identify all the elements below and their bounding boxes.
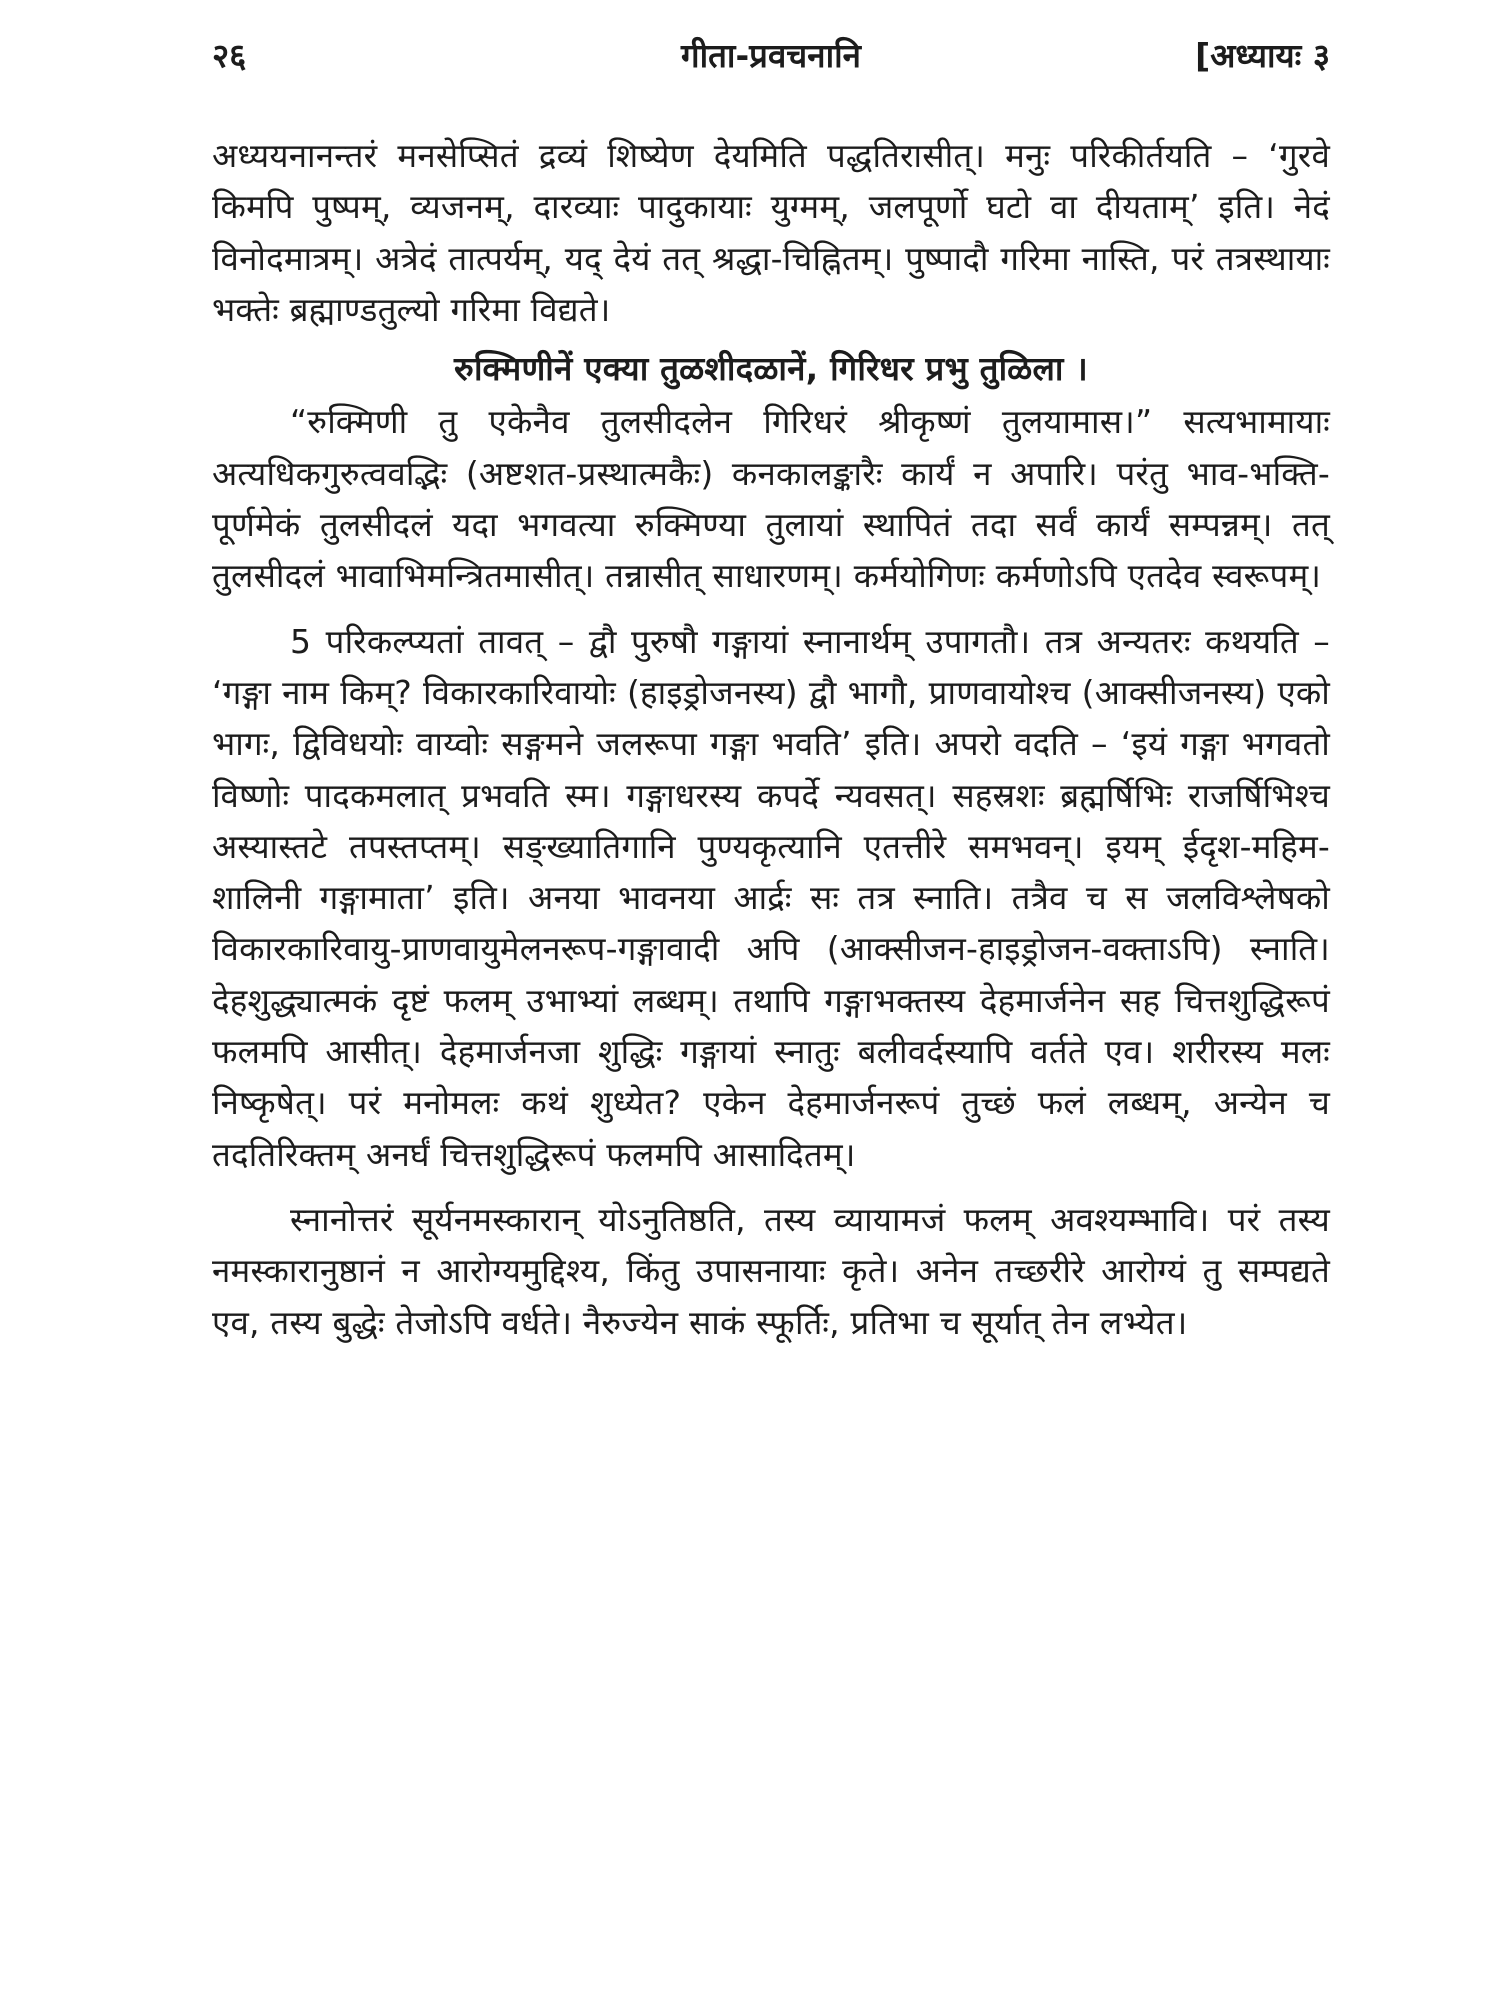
page-body: [212, 130, 1330, 1348]
page-header: [212, 32, 1330, 92]
paragraph-2: “रुक्मिणी तु एकेनैव तुलसीदलेन गिरिधरं श्रीकृष्णं तुलयामास।” सत्यभामायाः अत्यधिकगुरुत्ववद्भिः (अष्टशत-प्रस्थात्मकैः) कनकालङ्कारैः कार्यं न अपारि। परंतु भाव-भक्ति-पूर्णमेकं तुलसीदलं यदा भगवत्या रुक्मिण्या तुलायां स्थापितं तदा सर्वं कार्यं सम्पन्नम्। तत् तुलसीदलं भावाभिमन्त्रितमासीत्। तन्नासीत् साधारणम्। कर्मयोगिणः कर्मणोऽपि एतदेव स्वरूपम्।: [212, 402, 1330, 596]
paragraph-3: 5 परिकल्प्यतां तावत् – द्वौ पुरुषौ गङ्गायां स्नानार्थम् उपागतौ। तत्र अन्यतरः कथयति – ‘गङ्गा नाम किम्? विकारकारिवायोः (हाइड्रोजनस्य) द्वौ भागौ, प्राणवायोश्च (आक्सीजनस्य) एको भागः, द्विविधयोः वाय्वोः सङ्गमने जलरूपा गङ्गा भवति’ इति। अपरो वदति – ‘इयं गङ्गा भगवतो विष्णोः पादकमलात् प्रभवति स्म। गङ्गाधरस्य कपर्दे न्यवसत्। सहस्रशः ब्रह्मर्षिभिः राजर्षिभिश्च अस्यास्तटे तपस्तप्तम्। सङ्ख्यातिगानि पुण्यकृत्यानि एतत्तीरे समभवन्। इयम् ईदृश-महिम-शालिनी गङ्गामाता’ इति। अनया भावनया आर्द्रः सः तत्र स्नाति। तत्रैव च स जलविश्लेषको विकारकारिवायु-प्राणवायुमेलनरूप-गङ्गावादी अपि (आक्सीजन-हाइड्रोजन-वक्ताऽपि) स्नाति। देहशुद्ध्यात्मकं दृष्टं फलम् उभाभ्यां लब्धम्। तथापि गङ्गाभक्तस्य देहमार्जनेन सह चित्तशुद्धिरूपं फलमपि आसीत्। देहमार्जनजा शुद्धिः गङ्गायां स्नातुः बलीवर्दस्यापि वर्तते एव। शरीरस्य मलः निष्कृषेत्। परं मनोमलः कथं शुध्येत? एकेन देहमार्जनरूपं तुच्छं फलं लब्धम्, अन्येन च तदतिरिक्तम् अनर्घं चित्तशुद्धिरूपं फलमपि आसादितम्।: [212, 621, 1330, 1174]
paragraph-4: स्नानोत्तरं सूर्यनमस्कारान् योऽनुतिष्ठति, तस्य व्यायामजं फलम् अवश्यम्भावि। परं तस्य नमस्कारानुष्ठानं न आरोग्यमुद्दिश्य, किंतु उपासनायाः कृते। अनेन तच्छरीरे आरोग्यं तु सम्पद्यते एव, तस्य बुद्धेः तेजोऽपि वर्धते। नैरुज्येन साकं स्फूर्तिः, प्रतिभा च सूर्यात् तेन लभ्येत।: [212, 1199, 1330, 1342]
page-number: २६: [212, 36, 247, 75]
paragraph-1: अध्ययनानन्तरं मनसेप्सितं द्रव्यं शिष्येण देयमिति पद्धतिरासीत्। मनुः परिकीर्तयति – ‘गुरवे किमपि पुष्पम्, व्यजनम्, दारव्याः पादुकायाः युग्मम्, जलपूर्णो घटो वा दीयताम्’ इति। नेदं विनोदमात्रम्। अत्रेदं तात्पर्यम्, यद् देयं तत् श्रद्धा-चिह्नितम्। पुष्पादौ गरिमा नास्ति, परं तत्रस्थायाः भक्तेः ब्रह्माण्डतुल्यो गरिमा विद्यते।: [212, 136, 1330, 329]
running-title: गीता-प्रवचनानि: [681, 36, 861, 75]
chapter-label: [अध्यायः ३: [1195, 36, 1330, 75]
verse-line: रुक्मिणीनें एक्या तुळशीदळानें, गिरिधर प्रभु तुळिला ।: [454, 349, 1088, 389]
